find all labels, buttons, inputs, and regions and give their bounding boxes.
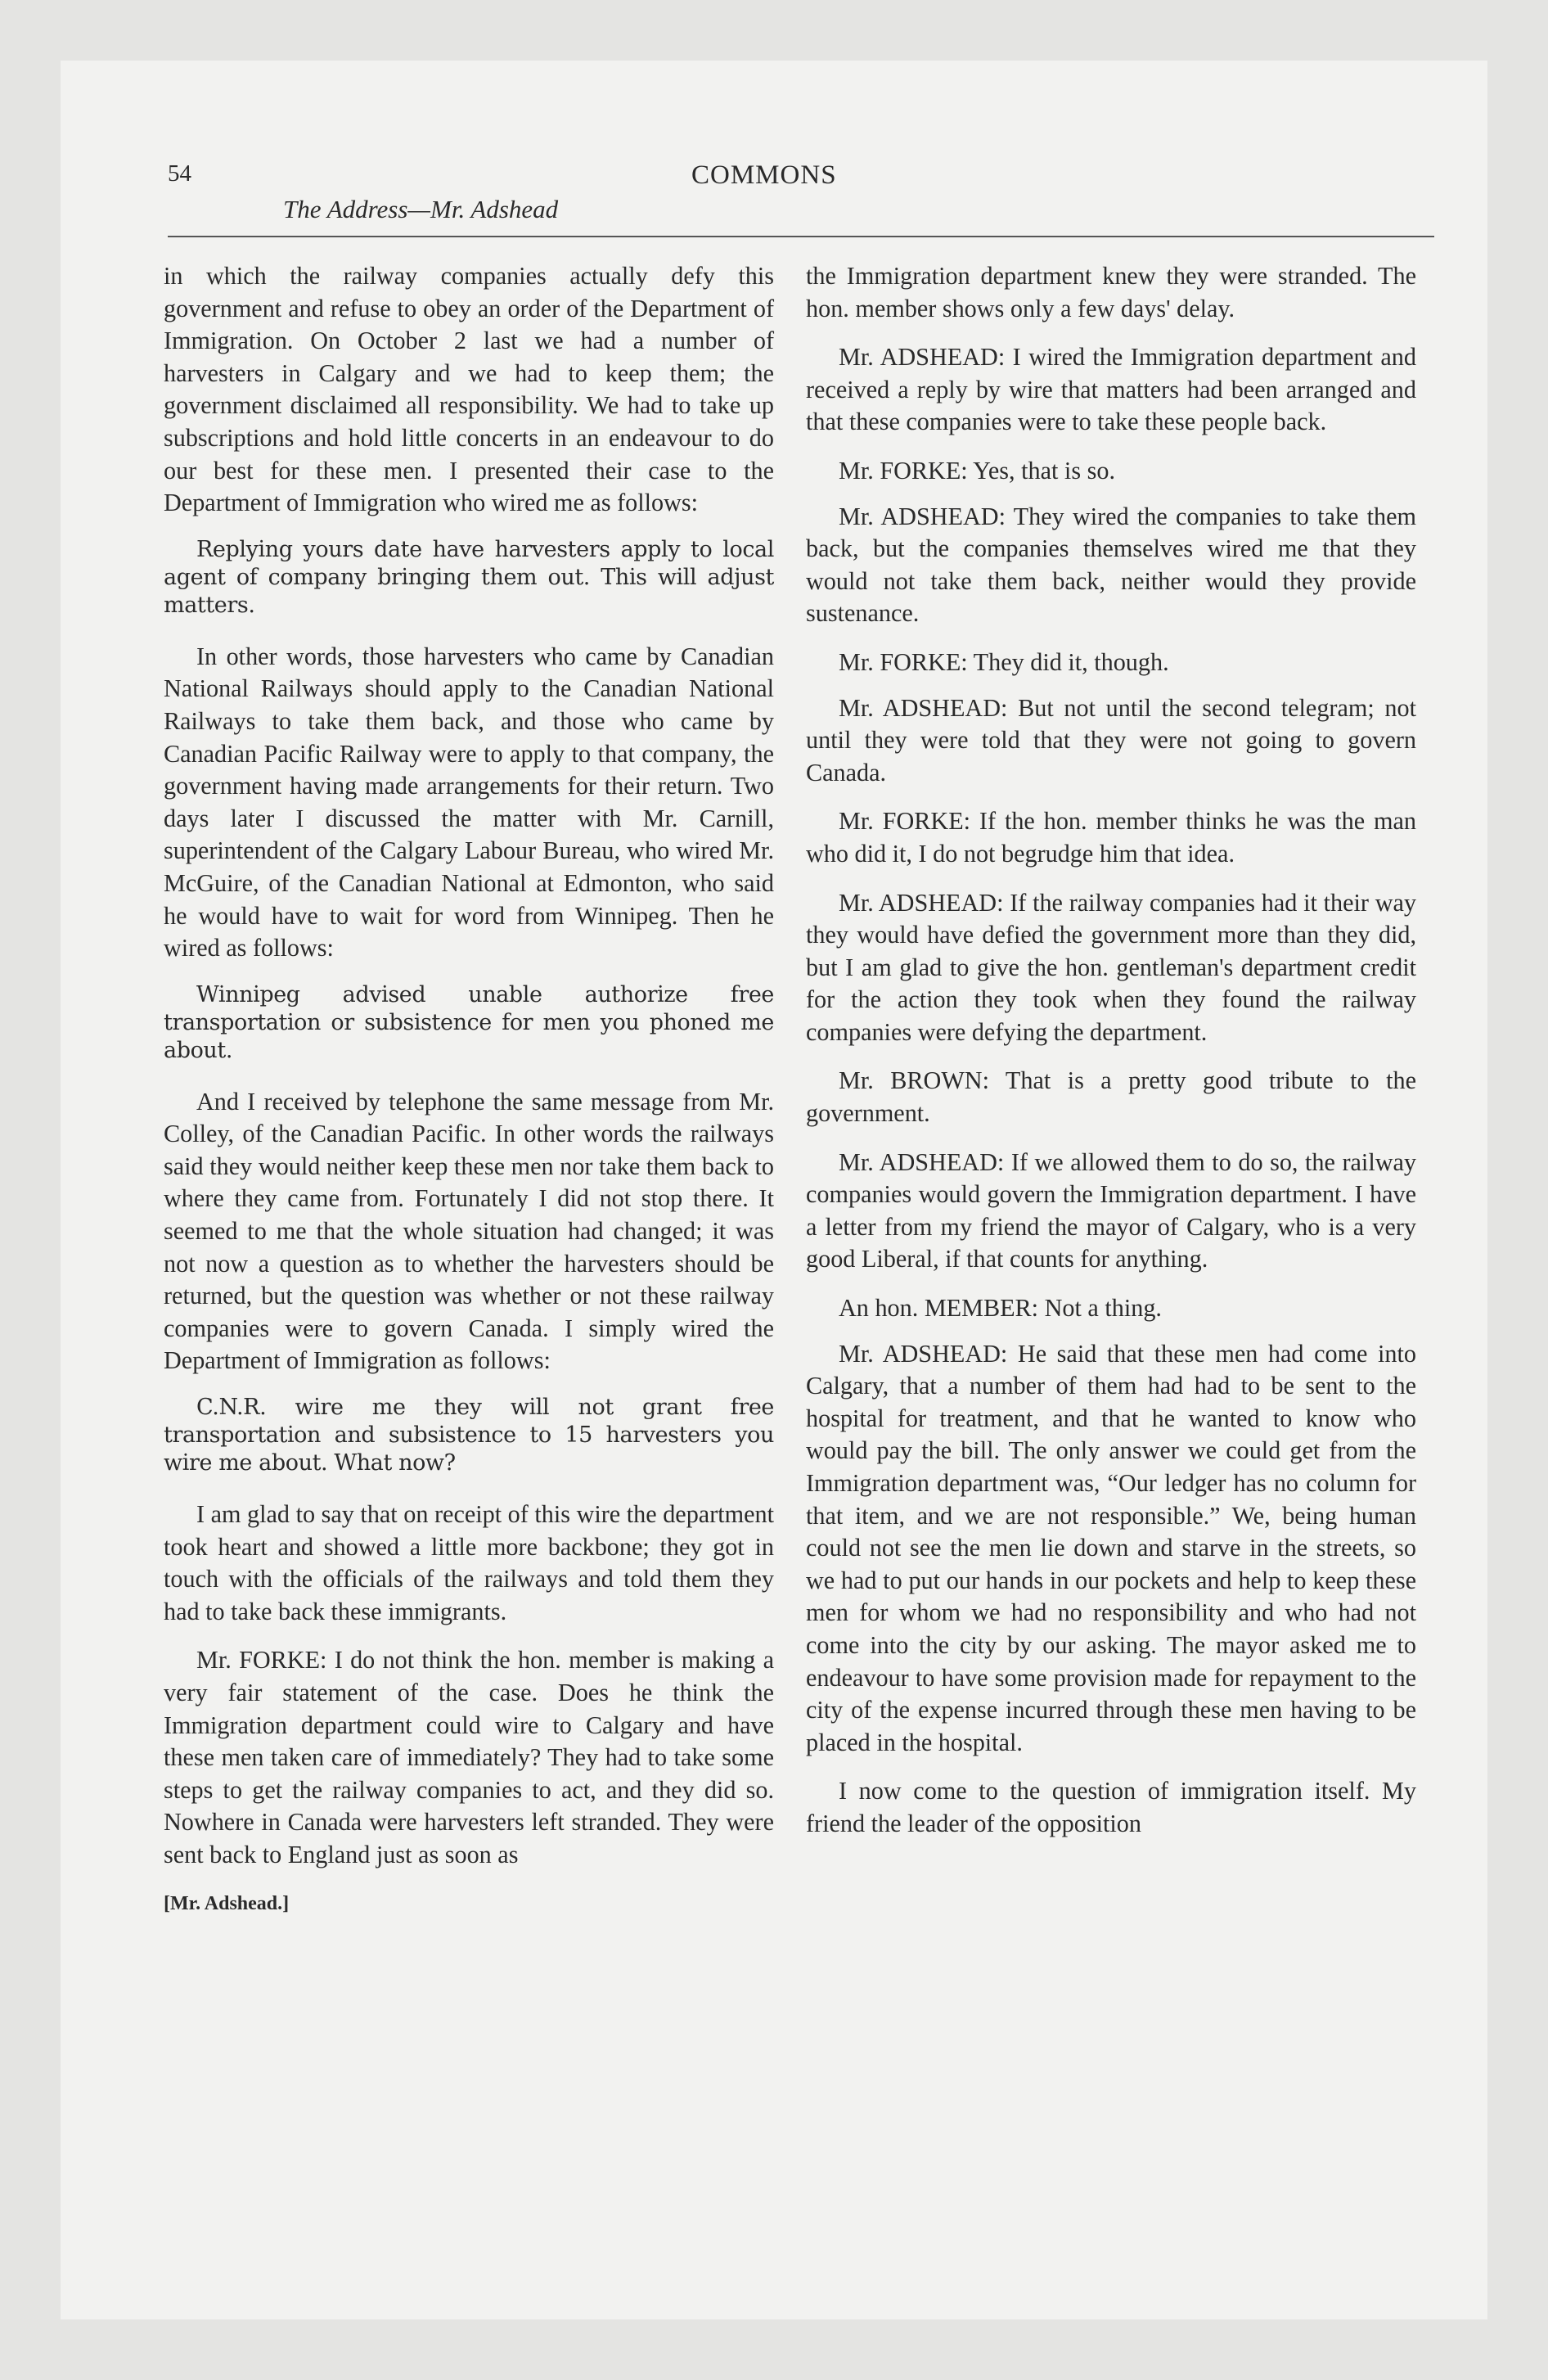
running-header: COMMONS	[691, 160, 837, 190]
speech-paragraph: Mr. BROWN: That is a pretty good tribute to the government.	[806, 1066, 1416, 1128]
speech-paragraph: Mr. FORKE: If the hon. member thinks he was the man who did it, I do not begrudge him that idea.	[806, 807, 1416, 868]
paragraph: And I received by telephone the same message from Mr. Colley, of the Canadian Pacific. In other words the railways said they would neither keep these men nor take them back to where they came from. Fortunately I did not stop there. It seemed to me that the whole situation had changed; it was not now a question as to whether the harvesters should be returned, but the question was whether or not these railway companies were to govern Canada. I simply wired the Department of Immigration as follows:	[164, 1087, 774, 1375]
paragraph: I now come to the question of immigration itself. My friend the leader of the opposition	[806, 1777, 1416, 1837]
speech-paragraph: Mr. ADSHEAD: But not until the second telegram; not until they were told that they were not going to govern Canada.	[806, 693, 1416, 787]
telegram-quote: C.N.R. wire me they will not grant free transportation and subsistence to 15 harvesters you wire me about. What now?	[164, 1395, 774, 1476]
speech-paragraph: Mr. ADSHEAD: They wired the companies to take them back, but the companies themselves wired me that they would not take them back, neither would they provide sustenance.	[806, 502, 1416, 628]
running-subtitle: The Address—Mr. Adshead	[283, 195, 559, 223]
paragraph: In other words, those harvesters who came by Canadian National Railways should apply to the Canadian National Railways to take them back, and those who came by Canadian Pacific Railway were to apply to that company, the government having made arrangements for their return. Two days later I discussed the matter with Mr. Carnill, superintendent of the Calgary Labour Bureau, who wired Mr. McGuire, of the Canadian National at Edmonton, who said he would have to wait for word from Winnipeg. Then he wired as follows:	[164, 642, 774, 962]
speech-paragraph: Mr. FORKE: Yes, that is so.	[839, 456, 1116, 485]
right-column	[806, 260, 1416, 1857]
paragraph: in which the railway companies actually defy this government and refuse to obey an order of the Department of Immigration. On October 2 last we had a number of harvesters in Calgary and we had to keep them; the government disclaimed all responsibility. We had to take up subscriptions and hold little concerts in an endeavour to do our best for these men. I presented their case to the Department of Immigration who wired me as follows:	[164, 262, 774, 517]
telegram-quote: Winnipeg advised unable authorize free transportation or subsistence for men you phoned me about.	[164, 981, 774, 1063]
speech-paragraph: Mr. ADSHEAD: He said that these men had come into Calgary, that a number of them had had to be sent to the hospital for treatment, and that he wanted to know who would pay the bill. The only answer we could get from the Immigration department was, “Our ledger has no column for that item, and we are not responsible.” We, being human could not see the men lie down and starve in the streets, so we had to put our hands in our pockets and help to keep these men for whom we had no responsibility and who had not come into the city by our asking. The mayor asked me to endeavour to have some provision made for repayment to the city of the expense incurred through these men having to be placed in the hospital.	[806, 1339, 1416, 1756]
paragraph: I am glad to say that on receipt of this wire the department took heart and showed a little more backbone; they got in touch with the officials of the railways and told them they had to take back these immigrants.	[164, 1500, 774, 1625]
speech-paragraph: Mr. ADSHEAD: If we allowed them to do so, the railway companies would govern the Immigration department. I have a letter from my friend the mayor of Calgary, who is a very good Liberal, if that counts for anything.	[806, 1147, 1416, 1273]
speech-paragraph: Mr. ADSHEAD: I wired the Immigration department and received a reply by wire that matters had been arranged and that these companies were to take these people back.	[806, 343, 1416, 436]
paragraph: the Immigration department knew they were stranded. The hon. member shows only a few days' delay.	[806, 262, 1416, 322]
header-rule	[168, 236, 1434, 237]
telegram-quote: Replying yours date have harvesters apply to local agent of company bringing them out. This will adjust matters.	[164, 536, 774, 618]
speech-paragraph: Mr. ADSHEAD: If the railway companies had it their way they would have defied the government more than they did, but I am glad to give the hon. gentleman's department credit for the action they took when they found the railway companies were defying the department.	[806, 888, 1416, 1046]
speaker-footer: [Mr. Adshead.]	[164, 1892, 290, 1914]
speech-paragraph: Mr. FORKE: They did it, though.	[839, 647, 1169, 676]
left-column	[164, 260, 774, 1920]
page-number: 54	[168, 160, 191, 187]
speech-paragraph: Mr. FORKE: I do not think the hon. member is making a very fair statement of the case. Does he think the Immigration department could wire to Calgary and have these men taken care of immediately? They had to take some steps to get the railway companies to act, and they did so. Nowhere in Canada were harvesters left stranded. They were sent back to England just as soon as	[164, 1646, 774, 1868]
speech-paragraph: An hon. MEMBER: Not a thing.	[839, 1294, 1162, 1323]
